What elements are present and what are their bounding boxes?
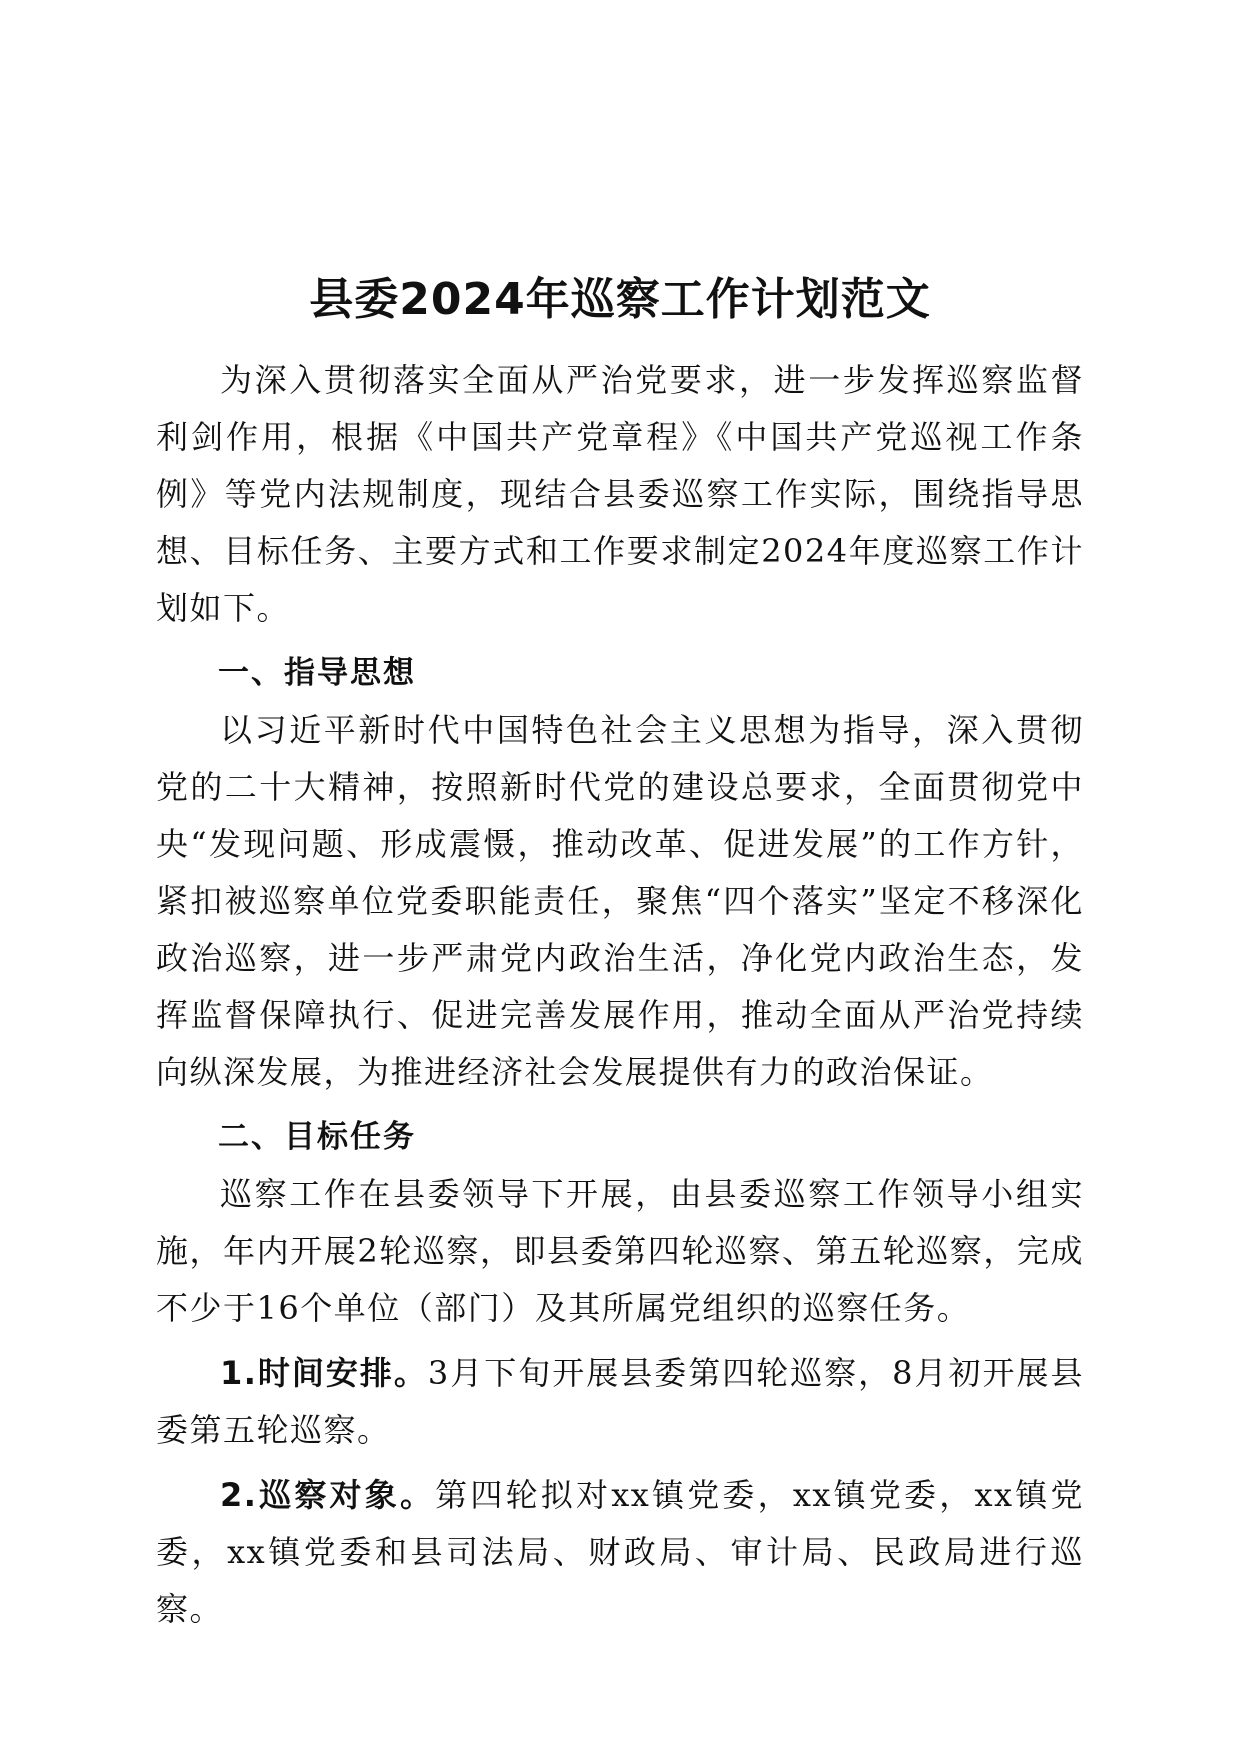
section-heading-goals-tasks: 二、目标任务	[218, 1119, 416, 1155]
schedule-item	[156, 1345, 1084, 1459]
schedule-item-text: 3月下旬开展县委第四轮巡察，8月初开展县委第五轮巡察。	[156, 1354, 1084, 1449]
document-body	[156, 352, 1084, 1638]
inspection-targets-item	[156, 1467, 1084, 1638]
section-heading-guiding-ideology: 一、指导思想	[218, 655, 416, 691]
schedule-item-lead: 1.时间安排。	[220, 1354, 428, 1392]
inspection-targets-text: 第四轮拟对xx镇党委，xx镇党委，xx镇党委，xx镇党委和县司法局、财政局、审计局、民政局进行巡察。	[156, 1476, 1084, 1628]
intro-paragraph: 为深入贯彻落实全面从严治党要求，进一步发挥巡察监督利剑作用，根据《中国共产党章程》《中国共产党巡视工作条例》等党内法规制度，现结合县委巡察工作实际，围绕指导思想、目标任务、主要方式和工作要求制定2024年度巡察工作计划如下。	[156, 361, 1084, 627]
goals-tasks-paragraph: 巡察工作在县委领导下开展，由县委巡察工作领导小组实施，年内开展2轮巡察，即县委第四轮巡察、第五轮巡察，完成不少于16个单位（部门）及其所属党组织的巡察任务。	[156, 1175, 1084, 1327]
guiding-ideology-paragraph: 以习近平新时代中国特色社会主义思想为指导，深入贯彻党的二十大精神，按照新时代党的建设总要求，全面贯彻党中央“发现问题、形成震慑，推动改革、促进发展”的工作方针，紧扣被巡察单位党委职能责任，聚焦“四个落实”坚定不移深化政治巡察，进一步严肃党内政治生活，净化党内政治生态，发挥监督保障执行、促进完善发展作用，推动全面从严治党持续向纵深发展，为推进经济社会发展提供有力的政治保证。	[156, 711, 1084, 1091]
document-title: 县委2024年巡察工作计划范文	[309, 274, 931, 325]
inspection-targets-lead: 2.巡察对象。	[220, 1476, 436, 1514]
